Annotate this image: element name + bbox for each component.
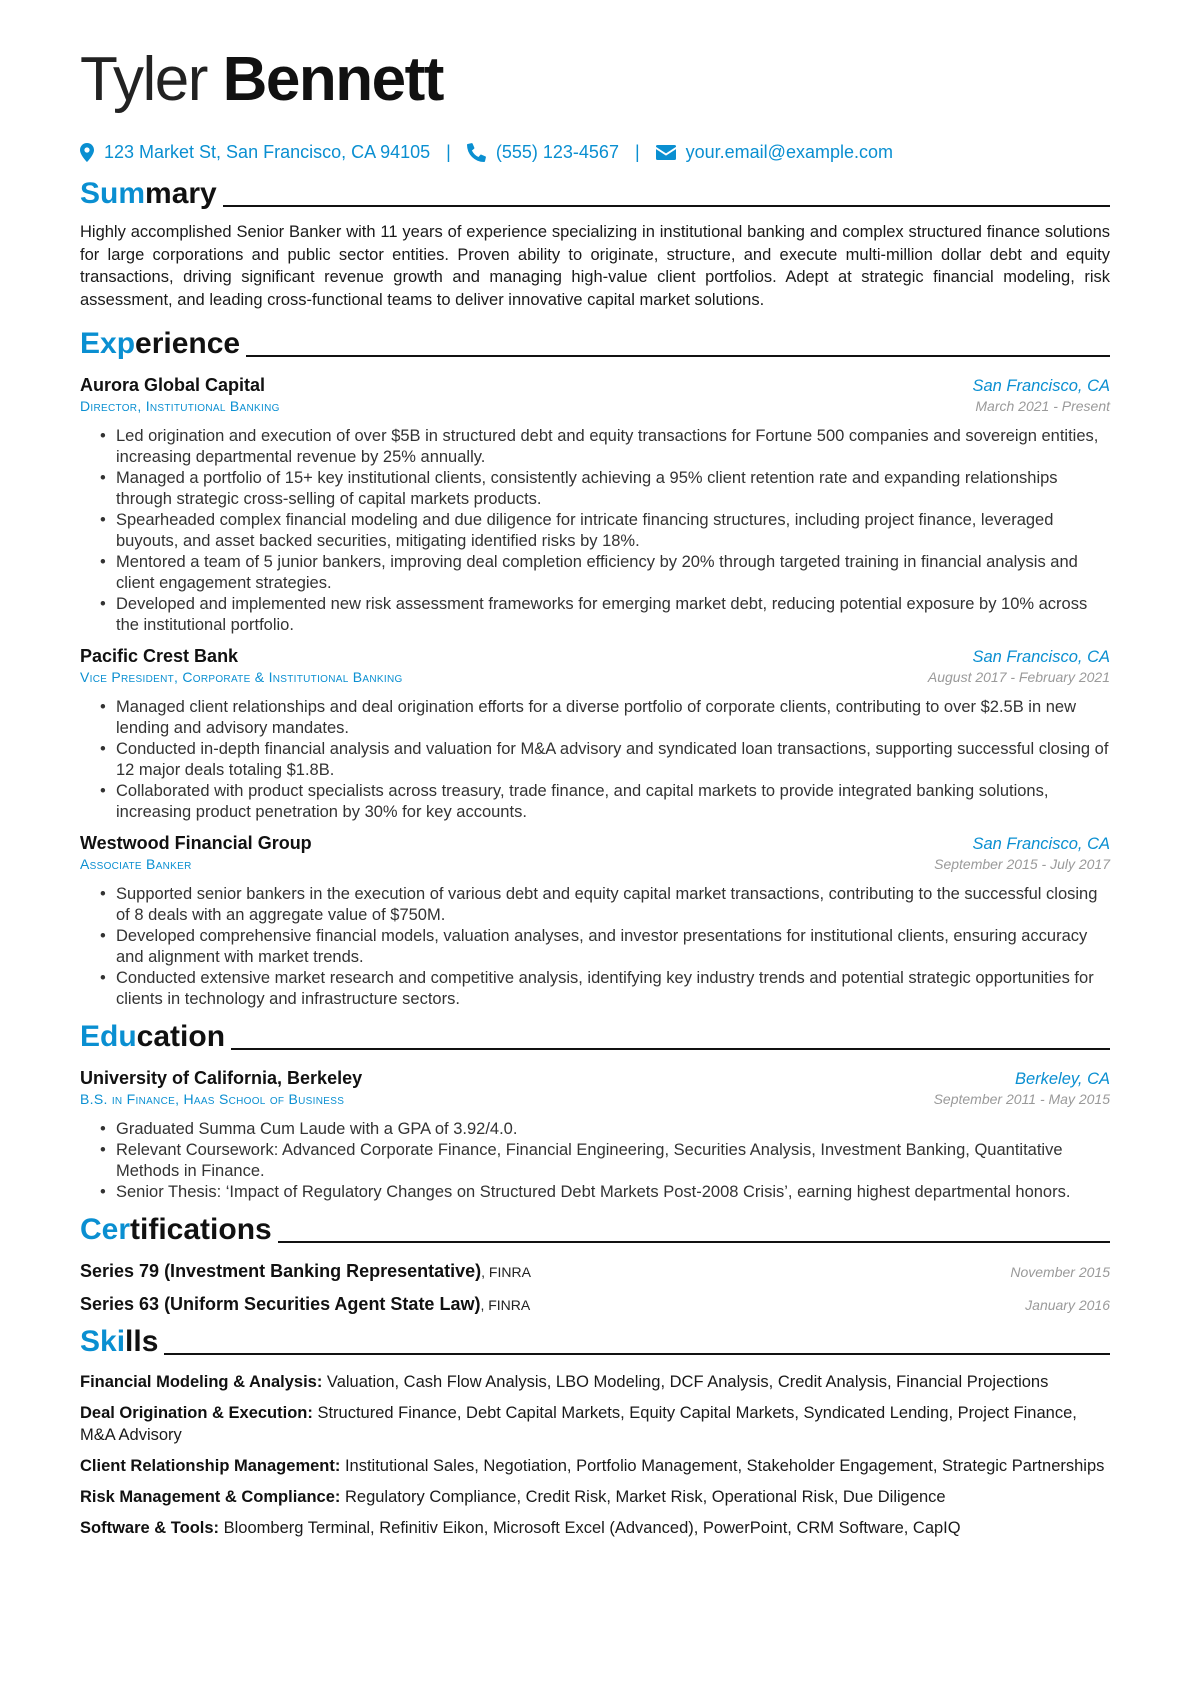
certification-name: Series 63 (Uniform Securities Agent State Law) bbox=[80, 1294, 481, 1314]
education-bullets bbox=[80, 1119, 1110, 1203]
section-title: Skills bbox=[80, 1325, 159, 1358]
list-item: • Led origination and execution of over $5B in structured debt and equity transactions for Fortune 500 companies and sovereign entities, increasing departmental revenue by 25% annually. bbox=[116, 426, 1110, 468]
skill-line bbox=[80, 1486, 1110, 1508]
skill-category: Financial Modeling & Analysis: bbox=[80, 1373, 323, 1391]
list-item: • Developed comprehensive financial models, valuation analyses, and investor presentations for institutional clients, ensuring accuracy and alignment with market trends. bbox=[116, 926, 1110, 968]
list-item: • Relevant Coursework: Advanced Corporate Finance, Financial Engineering, Securities Analysis, Investment Banking, Quantitative Methods in Finance. bbox=[116, 1140, 1110, 1182]
certification-issuer: , FINRA bbox=[480, 1297, 531, 1313]
experience-entry bbox=[80, 646, 1110, 823]
certification-entry bbox=[80, 1261, 1110, 1282]
job-location: San Francisco, CA bbox=[972, 835, 1110, 853]
job-title: Director, Institutional Banking bbox=[80, 398, 280, 414]
first-name: Tyler bbox=[80, 45, 207, 114]
job-bullets bbox=[80, 884, 1110, 1010]
list-item: • Managed client relationships and deal origination efforts for a diverse portfolio of corporate clients, contributing to over $2.5B in new lending and advisory mandates. bbox=[116, 697, 1110, 739]
section-header-certifications bbox=[80, 1213, 1110, 1247]
skill-items: Structured Finance, Debt Capital Markets, Equity Capital Markets, Syndicated Lending, Project Finance, M&A Advisory bbox=[80, 1404, 1077, 1444]
skill-category: Software & Tools: bbox=[80, 1519, 220, 1537]
section-divider bbox=[246, 355, 1110, 357]
skill-line bbox=[80, 1371, 1110, 1393]
section-divider bbox=[278, 1241, 1110, 1243]
list-item: • Conducted extensive market research and competitive analysis, identifying key industry trends and potential strategic opportunities for clients in technology and infrastructure sectors. bbox=[116, 968, 1110, 1010]
contact-address bbox=[80, 142, 430, 163]
skill-line bbox=[80, 1402, 1110, 1446]
job-location: San Francisco, CA bbox=[972, 377, 1110, 395]
skill-items: Valuation, Cash Flow Analysis, LBO Modeling, DCF Analysis, Credit Analysis, Financial Projections bbox=[322, 1373, 1049, 1391]
list-item: • Supported senior bankers in the execution of various debt and equity capital market transactions, contributing to the successful closing of 8 deals with an aggregate value of $750M. bbox=[116, 884, 1110, 926]
job-title: Associate Banker bbox=[80, 856, 192, 872]
section-title: Summary bbox=[80, 177, 217, 210]
certification-name: Series 79 (Investment Banking Representative) bbox=[80, 1261, 482, 1281]
skill-items: Bloomberg Terminal, Refinitiv Eikon, Microsoft Excel (Advanced), PowerPoint, CRM Software, CapIQ bbox=[219, 1519, 961, 1537]
skill-line bbox=[80, 1517, 1110, 1539]
phone-text: (555) 123-4567 bbox=[495, 142, 619, 162]
section-divider bbox=[223, 205, 1110, 207]
employer-name: Westwood Financial Group bbox=[80, 833, 312, 853]
list-item: • Senior Thesis: ‘Impact of Regulatory Changes on Structured Debt Markets Post-2008 Crisis’, earning highest departmental honors. bbox=[116, 1182, 1110, 1203]
experience-entry bbox=[80, 375, 1110, 636]
list-item: • Conducted in-depth financial analysis and valuation for M&A advisory and syndicated loan transactions, supporting successful closing of 12 major deals totaling $1.8B. bbox=[116, 739, 1110, 781]
certification-date: November 2015 bbox=[1010, 1264, 1110, 1280]
skill-line bbox=[80, 1455, 1110, 1477]
address-text: 123 Market St, San Francisco, CA 94105 bbox=[104, 142, 431, 162]
employer-name: Pacific Crest Bank bbox=[80, 646, 239, 666]
job-dates: March 2021 - Present bbox=[975, 398, 1110, 414]
contact-bar bbox=[80, 142, 1110, 163]
section-header-skills bbox=[80, 1325, 1110, 1359]
list-item: • Graduated Summa Cum Laude with a GPA of 3.92/4.0. bbox=[116, 1119, 1110, 1140]
employer-name: Aurora Global Capital bbox=[80, 375, 266, 395]
contact-separator: | bbox=[634, 142, 640, 162]
job-bullets bbox=[80, 426, 1110, 636]
school-location: Berkeley, CA bbox=[1014, 1070, 1110, 1088]
last-name: Bennett bbox=[222, 45, 443, 114]
contact-separator: | bbox=[446, 142, 451, 162]
job-title: Vice President, Corporate & Institutional Banking bbox=[80, 669, 403, 685]
list-item: • Collaborated with product specialists across treasury, trade finance, and capital markets to provide integrated banking solutions, increasing product penetration by 30% for key accounts. bbox=[116, 781, 1110, 823]
job-bullets bbox=[80, 697, 1110, 823]
skill-category: Client Relationship Management: bbox=[80, 1457, 341, 1475]
candidate-name bbox=[80, 40, 1110, 120]
summary-text: Highly accomplished Senior Banker with 11 years of experience specializing in institutional banking and complex structured finance solutions for large corporations and public sector entities. Proven ability to originate, structure, and execute multi-million dollar debt and equity transactions, driving significant revenue growth and managing high-value client portfolios. Adept at strategic financial modeling, risk assessment, and leading cross-functional teams to deliver innovative capital market solutions. bbox=[80, 223, 1110, 309]
education-entry bbox=[80, 1068, 1110, 1203]
list-item: • Mentored a team of 5 junior bankers, improving deal completion efficiency by 20% through targeted training in financial analysis and client engagement strategies. bbox=[116, 552, 1110, 594]
phone-icon bbox=[467, 143, 486, 162]
map-pin-icon bbox=[80, 143, 94, 162]
list-item: • Managed a portfolio of 15+ key institutional clients, consistently achieving a 95% client retention rate and expanding relationships through strategic cross-selling of capital markets products. bbox=[116, 468, 1110, 510]
skill-category: Risk Management & Compliance: bbox=[80, 1488, 341, 1506]
school-dates: September 2011 - May 2015 bbox=[933, 1091, 1110, 1107]
section-title: Experience bbox=[80, 327, 241, 360]
contact-phone[interactable] bbox=[467, 142, 619, 163]
skill-items: Institutional Sales, Negotiation, Portfolio Management, Stakeholder Engagement, Strategic Partnerships bbox=[340, 1457, 1105, 1475]
school-name: University of California, Berkeley bbox=[80, 1068, 363, 1088]
section-title: Education bbox=[80, 1020, 226, 1053]
section-header-experience bbox=[80, 327, 1110, 361]
skill-items: Regulatory Compliance, Credit Risk, Market Risk, Operational Risk, Due Diligence bbox=[340, 1488, 946, 1506]
job-dates: August 2017 - February 2021 bbox=[927, 669, 1110, 685]
section-divider bbox=[231, 1048, 1110, 1050]
envelope-icon bbox=[656, 145, 676, 160]
section-header-summary bbox=[80, 177, 1110, 211]
section-header-education bbox=[80, 1020, 1110, 1054]
list-item: • Spearheaded complex financial modeling and due diligence for intricate financing structures, including project finance, leveraged buyouts, and asset backed securities, mitigating identified risks by 18%. bbox=[116, 510, 1110, 552]
email-text: your.email@example.com bbox=[685, 142, 893, 162]
job-dates: September 2015 - July 2017 bbox=[934, 856, 1110, 872]
job-location: San Francisco, CA bbox=[972, 648, 1110, 666]
certification-entry bbox=[80, 1294, 1110, 1315]
section-divider bbox=[164, 1353, 1110, 1355]
contact-email[interactable] bbox=[656, 142, 893, 163]
certification-issuer: , FINRA bbox=[481, 1264, 531, 1280]
experience-entry bbox=[80, 833, 1110, 1010]
certification-date: January 2016 bbox=[1025, 1297, 1110, 1313]
section-title: Certifications bbox=[80, 1213, 272, 1246]
degree-title: B.S. in Finance, Haas School of Business bbox=[80, 1091, 345, 1107]
list-item: • Developed and implemented new risk assessment frameworks for emerging market debt, reducing potential exposure by 10% across the institutional portfolio. bbox=[116, 594, 1110, 636]
skill-category: Deal Origination & Execution: bbox=[80, 1404, 313, 1422]
